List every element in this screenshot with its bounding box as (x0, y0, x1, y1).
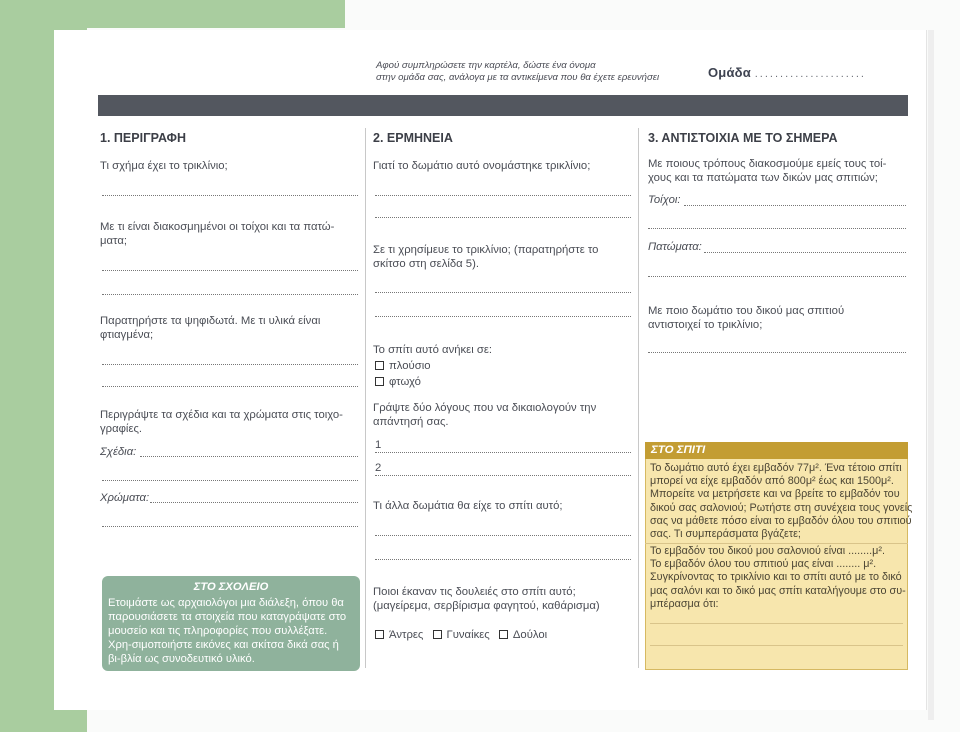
home-line: σας να μάθετε πόσο είναι το εμβαδόν όλου του σπιτιού (650, 514, 912, 527)
home-line: Το εμβαδόν του δικού μου σαλονιού είναι ........μ². (650, 545, 885, 557)
option-label: Δούλοι (512, 629, 548, 641)
question-shape: Τι σχήμα έχει το τρικλίνιο; (100, 160, 228, 172)
group-label: Ομάδα (708, 65, 751, 80)
question-line: (μαγείρεμα, σερβίρισμα φαγητού, καθάρισμα) (373, 600, 600, 612)
answer-line[interactable] (648, 352, 906, 353)
answer-line[interactable] (102, 294, 358, 295)
question-frescoes (100, 408, 343, 436)
question-usage (373, 243, 598, 271)
checkbox-slaves[interactable] (499, 630, 508, 639)
question-other-rooms: Τι άλλα δωμάτια θα είχε το σπίτι αυτό; (373, 500, 563, 512)
question-line: Σε τι χρησίμευε το τρικλίνιο; (παρατηρήστε το (373, 244, 599, 256)
school-title: ΣΤΟ ΣΧΟΛΕΙΟ (193, 581, 269, 593)
home-line: Συγκρίνοντας το τρικλίνιο και το σπίτι αυτό με το δικό (650, 571, 902, 584)
answer-line[interactable] (375, 217, 631, 218)
section-interpretation-heading: 2. ΕΡΜΗΝΕΙΑ (373, 131, 453, 145)
checkbox-women[interactable] (433, 630, 442, 639)
answer-line[interactable] (102, 386, 358, 387)
home-divider (645, 543, 908, 544)
question-reasons (373, 401, 596, 429)
section-today-heading: 3. ΑΝΤΙΣΤΟΙΧΙΑ ΜΕ ΤΟ ΣΗΜΕΡΑ (648, 131, 838, 145)
answer-line[interactable] (140, 456, 358, 457)
answer-line[interactable] (375, 316, 631, 317)
checkbox-poor[interactable] (375, 377, 384, 386)
answer-line[interactable] (375, 292, 631, 293)
option-label: φτωχό (389, 376, 421, 388)
answer-line[interactable] (650, 645, 903, 646)
question-decoration (100, 220, 334, 248)
school-text: Ετοιμάστε ως αρχαιολόγοι μια διάλεξη, όπου θα παρουσιάσετε τα στοιχεία που καταγράψατε στο μουσείο και τις πληροφορίες που συλλέξατε. Χρη-σιμοποιήστε εικόνες και σκίτσα δικά σας ή βι-βλία ως συνοδευτικό υλικό. (108, 597, 347, 665)
designs-label: Σχέδια: (100, 446, 137, 458)
group-dots: ...................... (754, 68, 866, 80)
home-paragraph-2 (650, 545, 906, 611)
question-today-decoration (648, 157, 886, 185)
question-line: Γράψτε δύο λόγους που να δικαιολογούν την (373, 402, 597, 414)
walls-label: Τοίχοι: (648, 194, 681, 206)
instruction-line: στην ομάδα σας, ανάλογα με τα αντικείμενα που θα έχετε ερευνήσει (376, 72, 660, 83)
group-instruction (376, 60, 659, 84)
checkbox-men[interactable] (375, 630, 384, 639)
home-line: Το εμβαδόν όλου του σπιτιού μας είναι ........ μ². (650, 558, 877, 571)
answer-line[interactable] (650, 623, 903, 624)
answer-line[interactable] (375, 475, 631, 476)
answer-line[interactable] (648, 228, 906, 229)
reason-number-1: 1 (375, 439, 382, 451)
answer-line[interactable] (375, 195, 631, 196)
home-line: μπορεί να είχε εμβαδόν από 800μ² έως και 1500μ². (650, 475, 894, 488)
colors-label: Χρώματα: (100, 492, 150, 504)
answer-line[interactable] (375, 535, 631, 536)
question-line: Παρατηρήστε τα ψηφιδωτά. Με τι υλικά είναι (100, 315, 321, 327)
question-line: αντιστοιχεί το τρικλίνιο; (648, 319, 763, 331)
floors-label: Πατώματα: (648, 241, 702, 253)
question-housework (373, 585, 600, 613)
answer-line[interactable] (102, 364, 358, 365)
question-line: Ποιοι έκαναν τις δουλειές στο σπίτι αυτό; (373, 586, 576, 598)
option-rich[interactable] (375, 359, 431, 373)
question-name-origin: Γιατί το δωμάτιο αυτό ονομάστηκε τρικλίνιο; (373, 160, 591, 172)
home-line: Το δωμάτιο αυτό έχει εμβαδόν 77μ². Ένα τέτοιο σπίτι (650, 462, 902, 474)
checkbox-rich[interactable] (375, 361, 384, 370)
answer-line[interactable] (684, 205, 906, 206)
group-name-field[interactable] (708, 65, 866, 80)
question-line: χους και τα πατώματα των δικών μας σπιτιών; (648, 172, 878, 184)
home-line: δικού σας σαλονιού; Ρωτήστε στη συνέχεια τους γονείς (650, 501, 913, 514)
header-bar (98, 95, 908, 116)
answer-line[interactable] (704, 252, 906, 253)
question-line: Με ποιους τρόπους διακοσμούμε εμείς τους τοί- (648, 158, 887, 170)
question-line: Περιγράψτε τα σχέδια και τα χρώματα στις τοιχο- (100, 409, 343, 421)
home-line: μας σαλόνι και το δικό μας σπίτι καταλήγουμε στο συ- (650, 584, 906, 597)
question-line: Με τι είναι διακοσμημένοι οι τοίχοι και τα πατώ- (100, 221, 335, 233)
paper-edge (928, 30, 934, 720)
home-title: ΣΤΟ ΣΠΙΤΙ (645, 442, 908, 459)
workers-options (375, 628, 547, 642)
instruction-line: Αφού συμπληρώσετε την καρτέλα, δώστε ένα όνομα (376, 60, 596, 71)
question-line: σκίτσο στη σελίδα 5). (373, 258, 479, 270)
answer-line[interactable] (375, 559, 631, 560)
question-line: φτιαγμένα; (100, 329, 154, 341)
home-line: σας. Τι συμπεράσματα βγάζετε; (650, 528, 801, 541)
question-line: ματα; (100, 235, 128, 247)
answer-line[interactable] (150, 502, 358, 503)
answer-line[interactable] (375, 452, 631, 453)
reason-number-2: 2 (375, 462, 382, 474)
question-line: Με ποιο δωμάτιο του δικού μας σπιτιού (648, 305, 845, 317)
column-divider (365, 128, 366, 668)
answer-line[interactable] (648, 276, 906, 277)
question-line: γραφίες. (100, 423, 143, 435)
column-divider (638, 128, 639, 668)
section-description-heading: 1. ΠΕΡΙΓΡΑΦΗ (100, 131, 186, 145)
option-label: Άντρες (389, 629, 424, 641)
answer-line[interactable] (102, 195, 358, 196)
home-paragraph-1 (650, 462, 912, 541)
question-equivalent-room (648, 304, 844, 332)
option-label: Γυναίκες (446, 629, 490, 641)
option-poor[interactable] (375, 375, 421, 389)
home-line: μπέρασμα ότι: (650, 597, 719, 610)
answer-line[interactable] (102, 480, 358, 481)
answer-line[interactable] (102, 270, 358, 271)
at-school-box (102, 576, 360, 671)
option-label: πλούσιο (389, 360, 431, 372)
question-mosaics (100, 314, 320, 342)
question-owner: Το σπίτι αυτό ανήκει σε: (373, 344, 493, 356)
answer-line[interactable] (102, 526, 358, 527)
question-line: απάντησή σας. (373, 416, 449, 428)
home-line: Μπορείτε να μετρήσετε και να βρείτε το εμβαδόν του (650, 488, 900, 501)
